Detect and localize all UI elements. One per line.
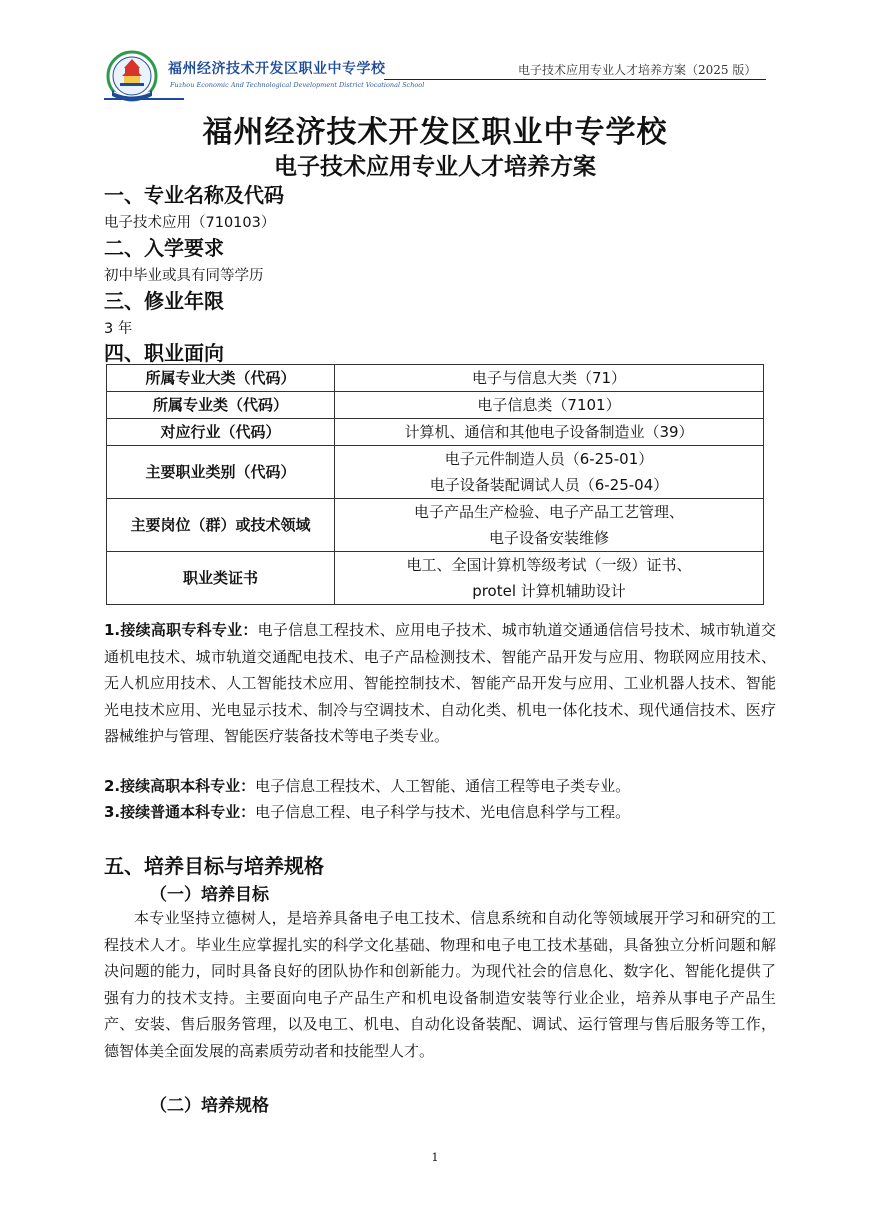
table-value-cell: 电子与信息大类（71） [335,365,764,392]
section-heading-2: 二、入学要求 [104,236,224,260]
table-key-cell: 主要职业类别（代码） [107,446,335,499]
table-row [107,552,764,605]
table-value-cell: 电子信息类（7101） [335,392,764,419]
subsection-heading-specs: （二）培养规格 [150,1096,269,1116]
page-number: 1 [431,1151,439,1164]
table-row [107,446,764,499]
page-subtitle: 电子技术应用专业人才培养方案 [274,154,596,180]
section-text-3: 3 年 [104,321,133,337]
subsection-heading-goals: （一）培养目标 [150,885,269,905]
section-text-1: 电子技术应用（710103） [104,215,276,231]
continuation-item-2-text: 电子信息工程技术、人工智能、通信工程等电子类专业。 [255,777,631,795]
header-school-name-en: Fuzhou Economic And Technological Development District Vocational School [170,81,425,89]
table-key-cell: 所属专业大类（代码） [107,365,335,392]
table-row [107,392,764,419]
header-school-name: 福州经济技术开发区职业中专学校 [168,61,386,77]
table-row [107,365,764,392]
page-title: 福州经济技术开发区职业中专学校 [202,115,668,150]
table-row [107,499,764,552]
continuation-item-1-text: 电子信息工程技术、应用电子技术、城市轨道交通通信信号技术、城市轨道交通机电技术、城市轨道交通配电技术、电子产品检测技术、智能产品开发与应用、物联网应用技术、无人机应用技术、人工智能技术应用、智能控制技术、智能产品开发与应用、工业机器人技术、智能光电技术应用、光电显示技术、制冷与空调技术、自动化类、机电一体化技术、现代通信技术、医疗器械维护与管理、智能医疗装备技术等电子类专业。 [104,621,776,745]
table-key-cell: 对应行业（代码） [107,419,335,446]
career-table [106,364,764,605]
table-row [107,419,764,446]
section-heading-1: 一、专业名称及代码 [104,183,284,207]
table-value-line: 电子产品生产检验、电子产品工艺管理、 [413,503,684,521]
table-value-line: 电子设备装配调试人员（6-25-04） [429,476,669,494]
table-value-cell [335,446,764,499]
continuation-item-3 [104,799,776,826]
header-doc-title: 电子技术应用专业人才培养方案（2025 版） [518,63,757,77]
table-key-cell: 所属专业类（代码） [107,392,335,419]
goals-paragraph: 本专业坚持立德树人，是培养具备电子电工技术、信息系统和自动化等领域展开学习和研究的工程技术人才。毕业生应掌握扎实的科学文化基础、物理和电子电工技术基础，具备独立分析问题和解决问题的能力，同时具备良好的团队协作和创新能力。为现代社会的信息化、数字化、智能化提供了强有力的技术支持。主要面向电子产品生产和机电设备制造安装等行业企业，培养从事电子产品生产、安装、售后服务管理，以及电工、机电、自动化设备装配、调试、运行管理与售后服务等工作，德智体美全面发展的高素质劳动者和技能型人才。 [104,909,776,1060]
header-rule-accent [104,98,184,100]
table-value-cell: 计算机、通信和其他电子设备制造业（39） [335,419,764,446]
school-logo-icon [106,50,166,104]
table-value-cell [335,552,764,605]
continuation-item-3-text: 电子信息工程、电子科学与技术、光电信息科学与工程。 [255,803,631,821]
table-value-line: protel 计算机辅助设计 [472,582,626,600]
continuation-item-2-label: 2.接续高职本科专业： [104,777,256,795]
continuation-item-1-label: 1.接续高职专科专业： [104,621,258,639]
table-value-line: 电子设备安装维修 [488,529,609,547]
continuation-item-1 [104,617,776,750]
continuation-item-3-label: 3.接续普通本科专业： [104,803,256,821]
table-value-cell [335,499,764,552]
section-heading-4: 四、职业面向 [104,341,224,365]
table-value-line: 电子元件制造人员（6-25-01） [444,450,654,468]
table-key-cell: 职业类证书 [107,552,335,605]
table-value-line: 电工、全国计算机等级考试（一级）证书、 [406,556,692,574]
section-text-2: 初中毕业或具有同等学历 [104,268,264,284]
header-rule [384,79,766,80]
continuation-item-2 [104,773,776,800]
table-key-cell: 主要岗位（群）或技术领域 [107,499,335,552]
section-heading-3: 三、修业年限 [104,289,224,313]
section-heading-5: 五、培养目标与培养规格 [104,854,324,878]
